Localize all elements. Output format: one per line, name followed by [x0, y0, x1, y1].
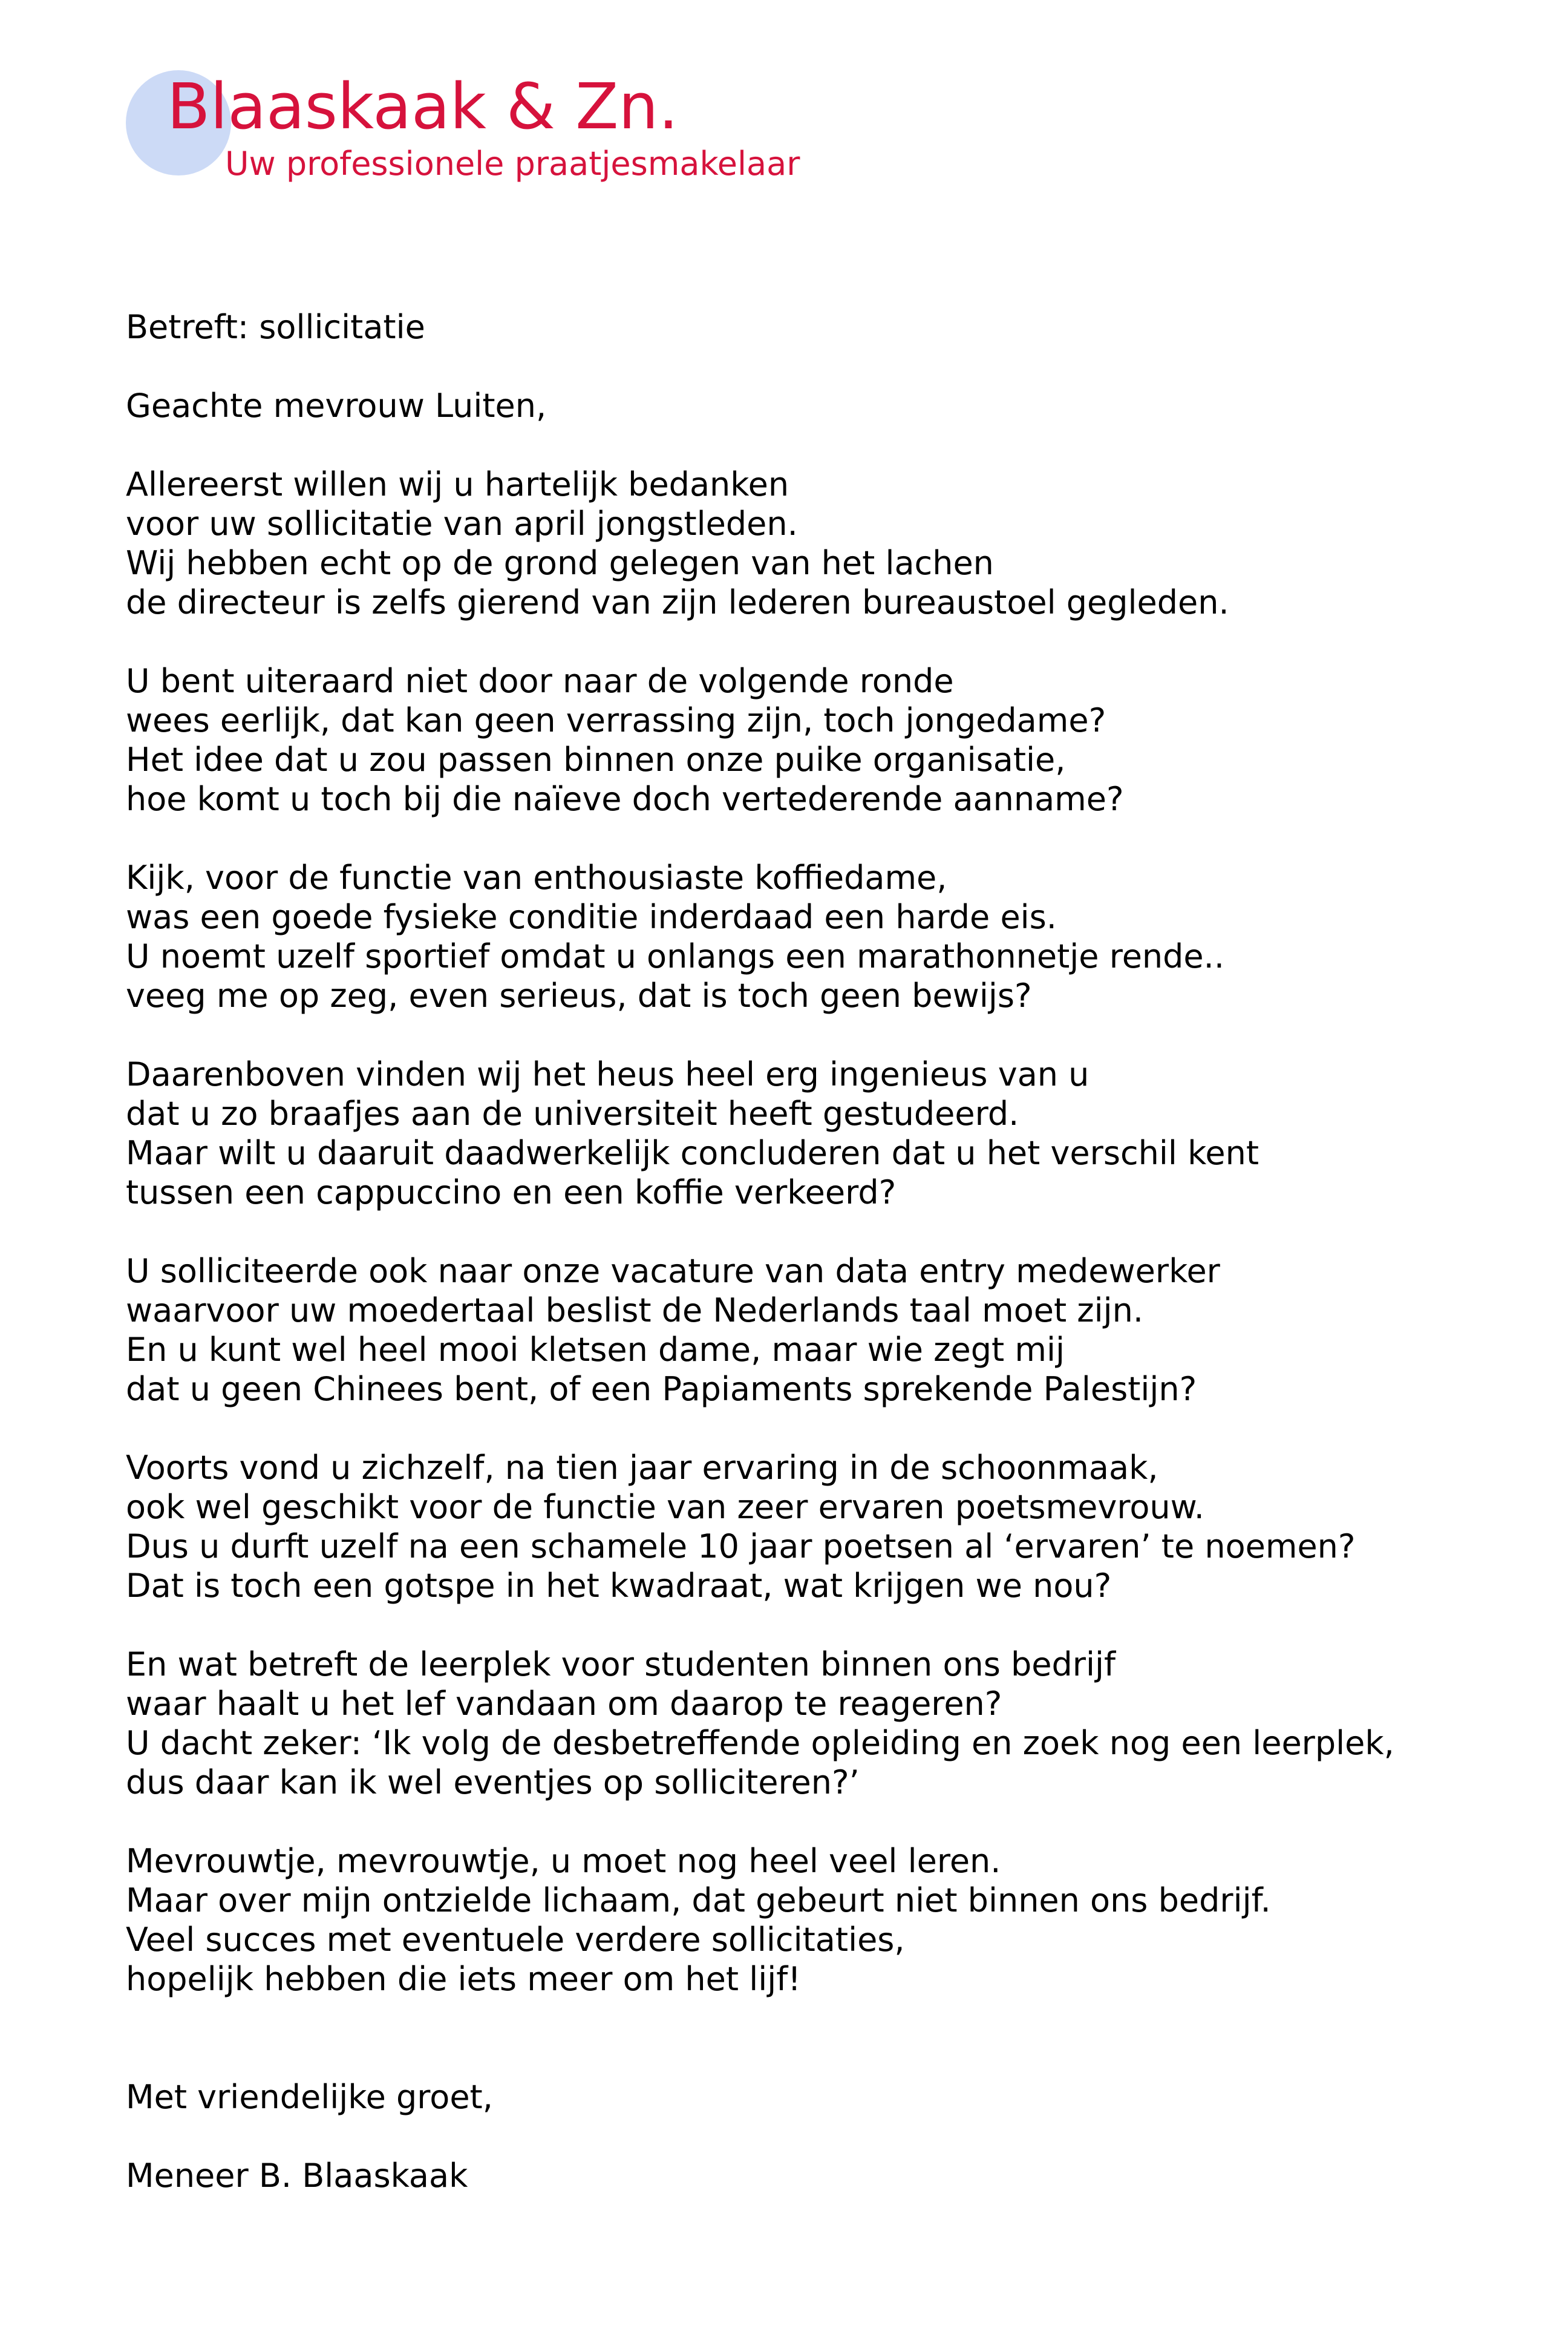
letter-closing: Met vriendelijke groet, — [126, 2078, 493, 2116]
letter-line: U bent uiteraard niet door naar de volgende ronde — [126, 662, 954, 700]
letter-line: U dacht zeker: ‘Ik volg de desbetreffende opleiding en zoek nog een leerplek, — [126, 1724, 1394, 1762]
company-name: Blaaskaak & Zn. — [167, 70, 679, 143]
letter-paragraph — [126, 858, 1505, 1015]
letter-subject: Betreft: sollicitatie — [126, 308, 425, 346]
letter-line: tussen een cappuccino en een koffie verkeerd? — [126, 1173, 897, 1211]
letter-line: Daarenboven vinden wij het heus heel erg ingenieus van u — [126, 1055, 1089, 1093]
letter-body — [126, 307, 1505, 2195]
letter-line: Het idee dat u zou passen binnen onze puike organisatie, — [126, 741, 1066, 779]
letter-line: U noemt uzelf sportief omdat u onlangs een marathonnetje rende.. — [126, 937, 1224, 975]
letter-line: ook wel geschikt voor de functie van zeer ervaren poetsmevrouw. — [126, 1488, 1204, 1526]
letter-line: Dat is toch een gotspe in het kwadraat, wat krijgen we nou? — [126, 1567, 1112, 1605]
letter-line: Mevrouwtje, mevrouwtje, u moet nog heel veel leren. — [126, 1842, 1001, 1880]
letter-line: hoe komt u toch bij die naïeve doch vertederende aanname? — [126, 780, 1124, 818]
letter-line: waar haalt u het lef vandaan om daarop te reageren? — [126, 1685, 1002, 1723]
letter-signature: Meneer B. Blaaskaak — [126, 2157, 468, 2195]
letter-line: voor uw sollicitatie van april jongstleden. — [126, 505, 798, 543]
letter-line: Allereerst willen wij u hartelijk bedanken — [126, 465, 789, 503]
letter-line: Veel succes met eventuele verdere sollicitaties, — [126, 1921, 905, 1959]
letter-line: was een goede fysieke conditie inderdaad een harde eis. — [126, 898, 1057, 936]
letter-line: Voorts vond u zichzelf, na tien jaar ervaring in de schoonmaak, — [126, 1449, 1158, 1487]
letter-line: dat u zo braafjes aan de universiteit heeft gestudeerd. — [126, 1095, 1019, 1133]
letter-line: Maar wilt u daaruit daadwerkelijk concluderen dat u het verschil kent — [126, 1134, 1259, 1172]
letter-paragraph — [126, 661, 1505, 819]
company-tagline: Uw professionele praatjesmakelaar — [225, 145, 800, 183]
letter-line: dus daar kan ik wel eventjes op solliciteren?’ — [126, 1763, 860, 1801]
letter-line: Maar over mijn ontzielde lichaam, dat gebeurt niet binnen ons bedrijf. — [126, 1881, 1271, 1919]
letter-line: Kijk, voor de functie van enthousiaste koffiedame, — [126, 859, 947, 897]
letter-line: dat u geen Chinees bent, of een Papiaments sprekende Palestijn? — [126, 1370, 1197, 1408]
letter-line: waarvoor uw moedertaal beslist de Nederlands taal moet zijn. — [126, 1291, 1144, 1329]
letter-line: Dus u durft uzelf na een schamele 10 jaar poetsen al ‘ervaren’ te noemen? — [126, 1527, 1356, 1565]
letter-line: En u kunt wel heel mooi kletsen dame, maar wie zegt mij — [126, 1331, 1065, 1369]
letter-paragraph — [126, 1055, 1505, 1212]
letter-line: de directeur is zelfs gierend van zijn lederen bureaustoel gegleden. — [126, 583, 1229, 621]
letter-line: U solliciteerde ook naar onze vacature van data entry medewerker — [126, 1252, 1220, 1290]
letter-line: Wij hebben echt op de grond gelegen van het lachen — [126, 544, 994, 582]
letter-line: hopelijk hebben die iets meer om het lijf! — [126, 1960, 801, 1998]
letter-paragraph — [126, 1841, 1505, 1999]
letterhead — [0, 0, 1568, 206]
letter-line: wees eerlijk, dat kan geen verrassing zijn, toch jongedame? — [126, 701, 1106, 739]
letter-paragraph — [126, 1645, 1505, 1802]
letter-paragraph — [126, 465, 1505, 622]
letter-line: En wat betreft de leerplek voor studenten binnen ons bedrijf — [126, 1645, 1116, 1683]
letter-salutation: Geachte mevrouw Luiten, — [126, 387, 547, 425]
letter-line: veeg me op zeg, even serieus, dat is toch geen bewijs? — [126, 977, 1032, 1015]
letter-paragraph — [126, 1448, 1505, 1605]
letter-paragraph — [126, 1251, 1505, 1409]
